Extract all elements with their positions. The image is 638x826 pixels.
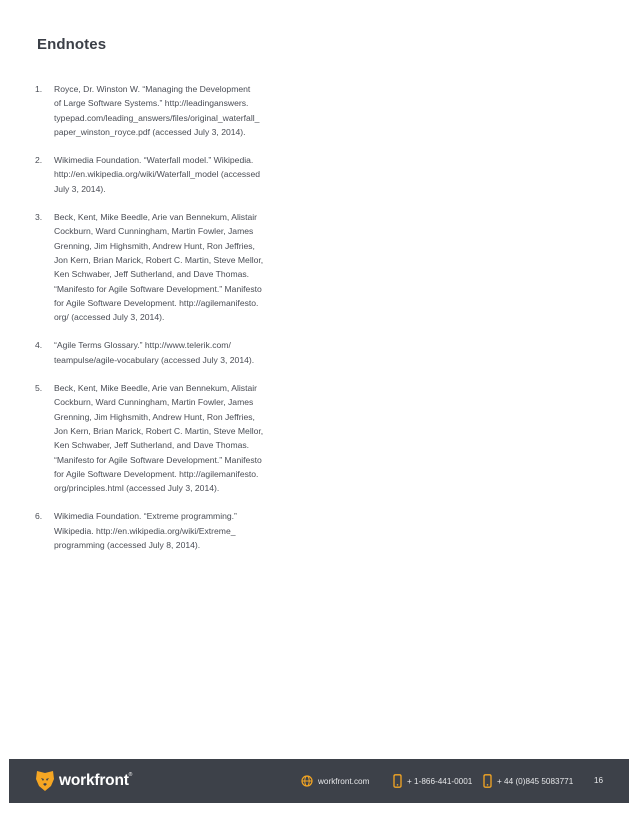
page-title: Endnotes xyxy=(37,36,107,53)
endnote-item xyxy=(35,509,320,552)
page-footer xyxy=(9,759,629,803)
brand-name: workfront xyxy=(59,772,129,789)
endnote-number: 4. xyxy=(35,340,43,351)
globe-icon xyxy=(301,775,318,787)
us-phone-text: + 1-866-441-0001 xyxy=(407,776,473,786)
endnote-text: Royce, Dr. Winston W. “Managing the Development of Large Software Systems.” http://leadinganswers. typepad.com/leading_answers/files/original_waterfall_ paper_winston_royce.pdf (accessed July 3, 2014). xyxy=(54,84,260,137)
endnote-item xyxy=(35,338,320,367)
website-text: workfront.com xyxy=(318,776,370,786)
workfront-logo[interactable] xyxy=(35,770,132,792)
endnote-number: 5. xyxy=(35,383,43,394)
endnote-item xyxy=(35,381,320,495)
page-number: 16 xyxy=(594,776,604,785)
endnotes-list xyxy=(35,82,320,566)
endnote-text: Beck, Kent, Mike Beedle, Arie van Bennekum, Alistair Cockburn, Ward Cunningham, Martin Fowler, James Grenning, Jim Highsmith, Andrew Hunt, Ron Jeffries, Jon Kern, Brian Marick, Robert C. Martin, Steve Mellor, Ken Schwaber, Jeff Sutherland, and Dave Thomas. “Manifesto for Agile Software Development.” Manifesto for Agile Software Development. http://agilemanifesto. org/principles.html (accessed July 3, 2014). xyxy=(54,383,264,494)
endnote-text: Beck, Kent, Mike Beedle, Arie van Bennekum, Alistair Cockburn, Ward Cunningham, Martin Fowler, James Grenning, Jim Highsmith, Andrew Hunt, Ron Jeffries, Jon Kern, Brian Marick, Robert C. Martin, Steve Mellor, Ken Schwaber, Jeff Sutherland, and Dave Thomas. “Manifesto for Agile Software Development.” Manifesto for Agile Software Development. http://agilemanifesto. org/ (accessed July 3, 2014). xyxy=(54,212,264,323)
endnote-text: “Agile Terms Glossary.” http://www.telerik.com/ teampulse/agile-vocabulary (accessed July 3, 2014). xyxy=(54,340,255,365)
endnote-item xyxy=(35,210,320,324)
endnote-item xyxy=(35,82,320,139)
website-link[interactable] xyxy=(301,759,369,803)
endnote-item xyxy=(35,153,320,196)
us-phone-link[interactable] xyxy=(393,759,472,803)
endnote-text: Wikimedia Foundation. “Waterfall model.” Wikipedia. http://en.wikipedia.org/wiki/Waterfall_model (accessed July 3, 2014). xyxy=(54,155,261,194)
lion-head-logo-icon xyxy=(35,770,55,792)
uk-phone-text: + 44 (0)845 5083771 xyxy=(497,776,574,786)
endnote-text: Wikimedia Foundation. “Extreme programming.” Wikipedia. http://en.wikipedia.org/wiki/Extreme_ programming (accessed July 8, 2014). xyxy=(54,511,237,551)
endnote-number: 2. xyxy=(35,155,43,166)
brand-trademark: ® xyxy=(128,772,133,778)
endnote-number: 1. xyxy=(35,84,43,94)
endnote-number: 6. xyxy=(35,511,43,522)
uk-phone-link[interactable] xyxy=(483,759,573,803)
mobile-phone-icon xyxy=(483,774,497,788)
endnote-number: 3. xyxy=(35,212,43,223)
mobile-phone-icon xyxy=(393,774,407,788)
